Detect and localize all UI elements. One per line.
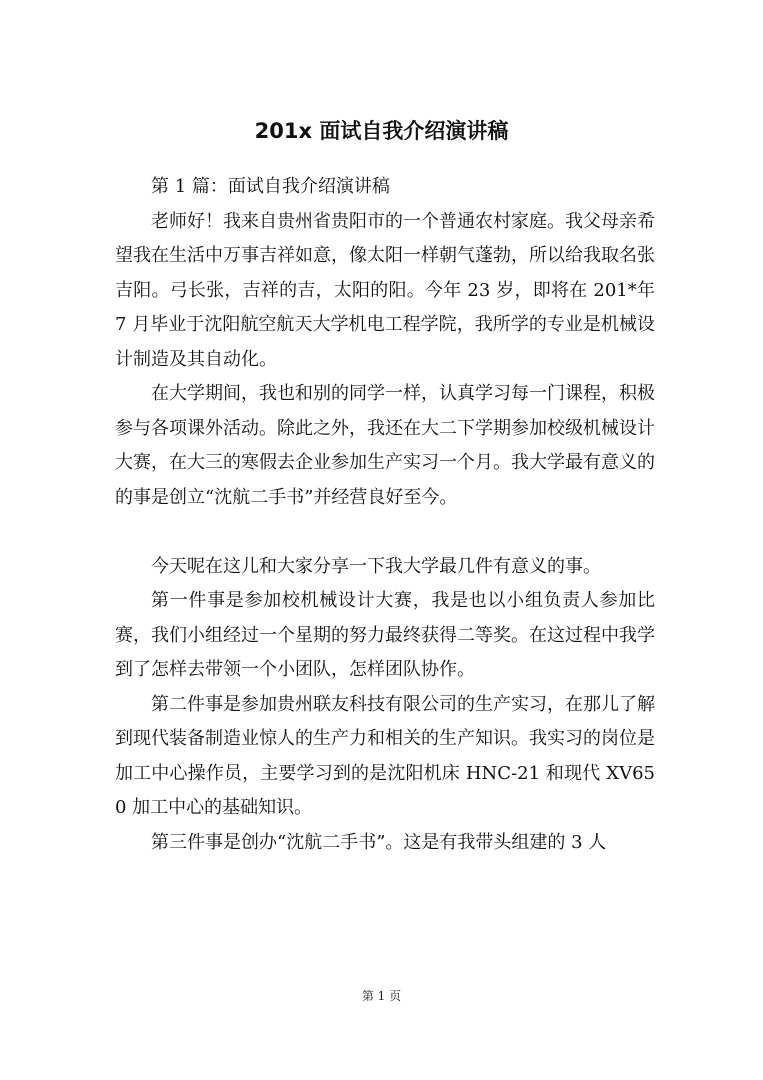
paragraph-first-event: 第一件事是参加校机械设计大赛，我是也以小组负责人参加比赛，我们小组经过一个星期的努力最终获得二等奖。在这过程中我学到了怎样去带领一个小团队，怎样团队协作。 — [115, 590, 655, 680]
paragraph-second-event: 第二件事是参加贵州联友科技有限公司的生产实习，在那儿了解到现代装备制造业惊人的生产力和相关的生产知识。我实习的岗位是加工中心操作员，主要学习到的是沈阳机床 HNC-21 和现代 XV650 加工中心的基础知识。 — [115, 693, 655, 818]
paragraph-share: 今天呢在这儿和大家分享一下我大学最几件有意义的事。 — [151, 555, 601, 577]
section-heading: 第 1 篇：面试自我介绍演讲稿 — [151, 176, 390, 197]
document-body — [115, 170, 655, 860]
paragraph-intro: 老师好！我来自贵州省贵阳市的一个普通农村家庭。我父母亲希望我在生活中万事吉祥如意，像太阳一样朝气蓬勃，所以给我取名张吉阳。弓长张，吉祥的吉，太阳的阳。今年 23 岁，即将在 201*年 7 月毕业于沈阳航空航天大学机电工程学院，我所学的专业是机械设计制造及其自动化。 — [115, 210, 655, 370]
page-number: 第 1 页 — [361, 989, 402, 1003]
blank-line — [115, 515, 655, 550]
paragraph-third-event: 第三件事是创办“沈航二手书”。这是有我带头组建的 3 人 — [151, 831, 607, 853]
document-title: 201x 面试自我介绍演讲稿 — [254, 119, 509, 143]
paragraph-university: 在大学期间，我也和别的同学一样，认真学习每一门课程，积极参与各项课外活动。除此之外，我还在大二下学期参加校级机械设计大赛，在大三的寒假去企业参加生产实习一个月。我大学最有意义的的事是创立“沈航二手书”并经营良好至今。 — [115, 383, 655, 508]
